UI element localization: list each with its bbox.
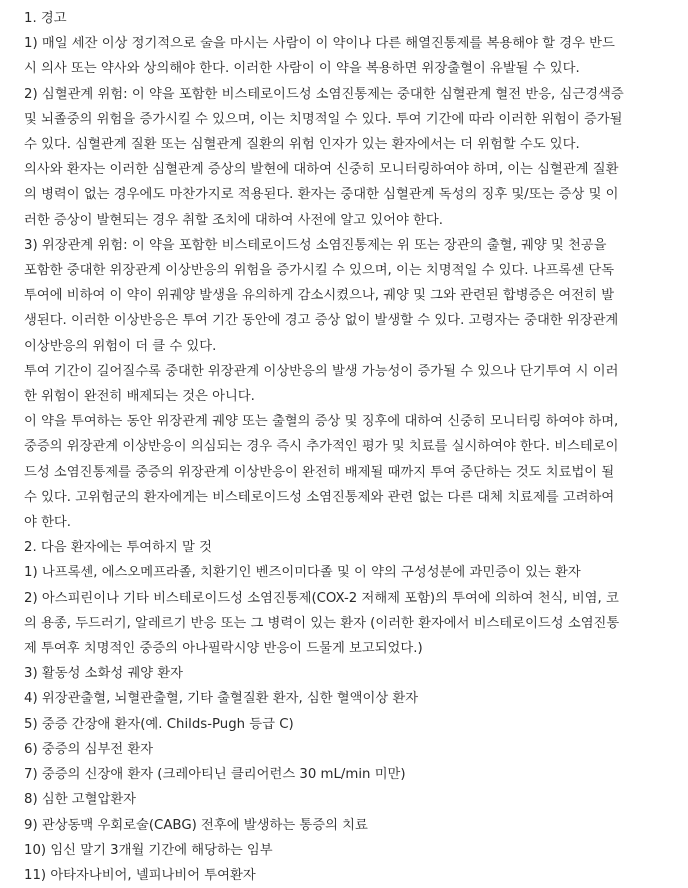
list-item: 3) 활동성 소화성 궤양 환자 [24,666,184,682]
text-line: 수 있다. 심혈관계 질환 또는 심혈관계 질환의 위험 인자가 있는 환자에서는 더 위험할 수도 있다. [24,137,580,153]
text-line: 중증의 위장관계 이상반응이 의심되는 경우 즉시 추가적인 평가 및 치료를 실시하여야 한다. 비스테로이 [24,439,619,455]
list-item: 9) 관상동맥 우회로술(CABG) 전후에 발생하는 통증의 치료 [24,817,368,833]
list-item: 4) 위장관출혈, 뇌혈관출혈, 기타 출혈질환 환자, 심한 혈액이상 환자 [24,691,419,707]
list-item: 5) 중증 간장애 환자(예. Childs-Pugh 등급 C) [24,716,294,732]
text-line: 러한 증상이 발현되는 경우 취할 조치에 대하여 사전에 알고 있어야 한다. [24,212,443,228]
text-line: 및 뇌졸중의 위험을 증가시킬 수 있으며, 이는 치명적일 수 있다. 투여 기간에 따라 이러한 위험이 증가될 [24,111,623,127]
list-item: 8) 심한 고혈압환자 [24,792,137,808]
list-item: 10) 임신 말기 3개월 기간에 해당하는 임부 [24,842,273,858]
text-line: 이상반응의 위험이 더 클 수 있다. [24,338,217,354]
text-line: 드성 소염진통제를 중증의 위장관계 이상반응이 완전히 배제될 때까지 투여 중단하는 것도 치료법이 될 [24,464,615,480]
text-line: 의 병력이 없는 경우에도 마찬가지로 적용된다. 환자는 중대한 심혈관계 독성의 징후 및/또는 증상 및 이 [24,187,619,203]
text-line: 시 의사 또는 약사와 상의해야 한다. 이러한 사람이 이 약을 복용하면 위장출혈이 유발될 수 있다. [24,61,580,77]
text-line: 투여 기간이 길어질수록 중대한 위장관계 이상반응의 발생 가능성이 증가될 수 있으나 단기투여 시 이러 [24,363,619,379]
text-line: 1) 매일 세잔 이상 정기적으로 술을 마시는 사람이 이 약이나 다른 해열진통제를 복용해야 할 경우 반드 [24,36,615,52]
text-line: 생된다. 이러한 이상반응은 투여 기간 동안에 경고 증상 없이 발생할 수 있다. 고령자는 중대한 위장관계 [24,313,619,329]
list-item: 11) 아타자나비어, 넬피나비어 투여환자 [24,867,256,883]
text-line: 2) 심혈관계 위험: 이 약을 포함한 비스테로이드성 소염진통제는 중대한 심혈관계 혈전 반응, 심근경색증 [24,86,624,102]
list-item: 6) 중증의 심부전 환자 [24,741,154,757]
text-line: 이 약을 투여하는 동안 위장관계 궤양 또는 출혈의 증상 및 징후에 대하여 신중히 모니터링 하여야 하며, [24,414,619,430]
text-line: 3) 위장관계 위험: 이 약을 포함한 비스테로이드성 소염진통제는 위 또는 장관의 출혈, 궤양 및 천공을 [24,237,607,253]
text-line: 수 있다. 고위험군의 환자에게는 비스테로이드성 소염진통제와 관련 없는 다른 대체 치료제를 고려하여 [24,489,615,505]
list-item: 의 용종, 두드러기, 알레르기 반응 또는 그 병력이 있는 환자 (이러한 환자에서 비스테로이드성 소염진통 [24,615,620,631]
section-heading-contraindications: 2. 다음 환자에는 투여하지 말 것 [24,540,212,556]
list-item: 제 투여후 치명적인 중증의 아나필락시양 반응이 드물게 보고되었다.) [24,641,423,657]
section-heading-warning: 1. 경고 [24,11,67,26]
text-line: 의사와 환자는 이러한 심혈관계 증상의 발현에 대하여 신중히 모니터링하여야 하며, 이는 심혈관계 질환 [24,162,619,178]
list-item: 1) 나프록센, 에스오메프라졸, 치환기인 벤즈이미다졸 및 이 약의 구성성분에 과민증이 있는 환자 [24,565,581,581]
list-item: 7) 중증의 신장애 환자 (크레아티닌 클리어런스 30 mL/min 미만) [24,767,406,783]
list-item: 2) 아스피린이나 기타 비스테로이드성 소염진통제(COX-2 저해제 포함)의 투여에 의하여 천식, 비염, 코 [24,590,619,606]
text-line: 한 위험이 완전히 배제되는 것은 아니다. [24,389,255,405]
text-line: 투여에 비하여 이 약이 위궤양 발생을 유의하게 감소시켰으나, 궤양 및 그와 관련된 합병증은 여전히 발 [24,288,615,304]
text-line: 야 한다. [24,515,71,531]
text-line: 포함한 중대한 위장관계 이상반응의 위험을 증가시킬 수 있으며, 이는 치명적일 수 있다. 나프록센 단독 [24,263,615,279]
